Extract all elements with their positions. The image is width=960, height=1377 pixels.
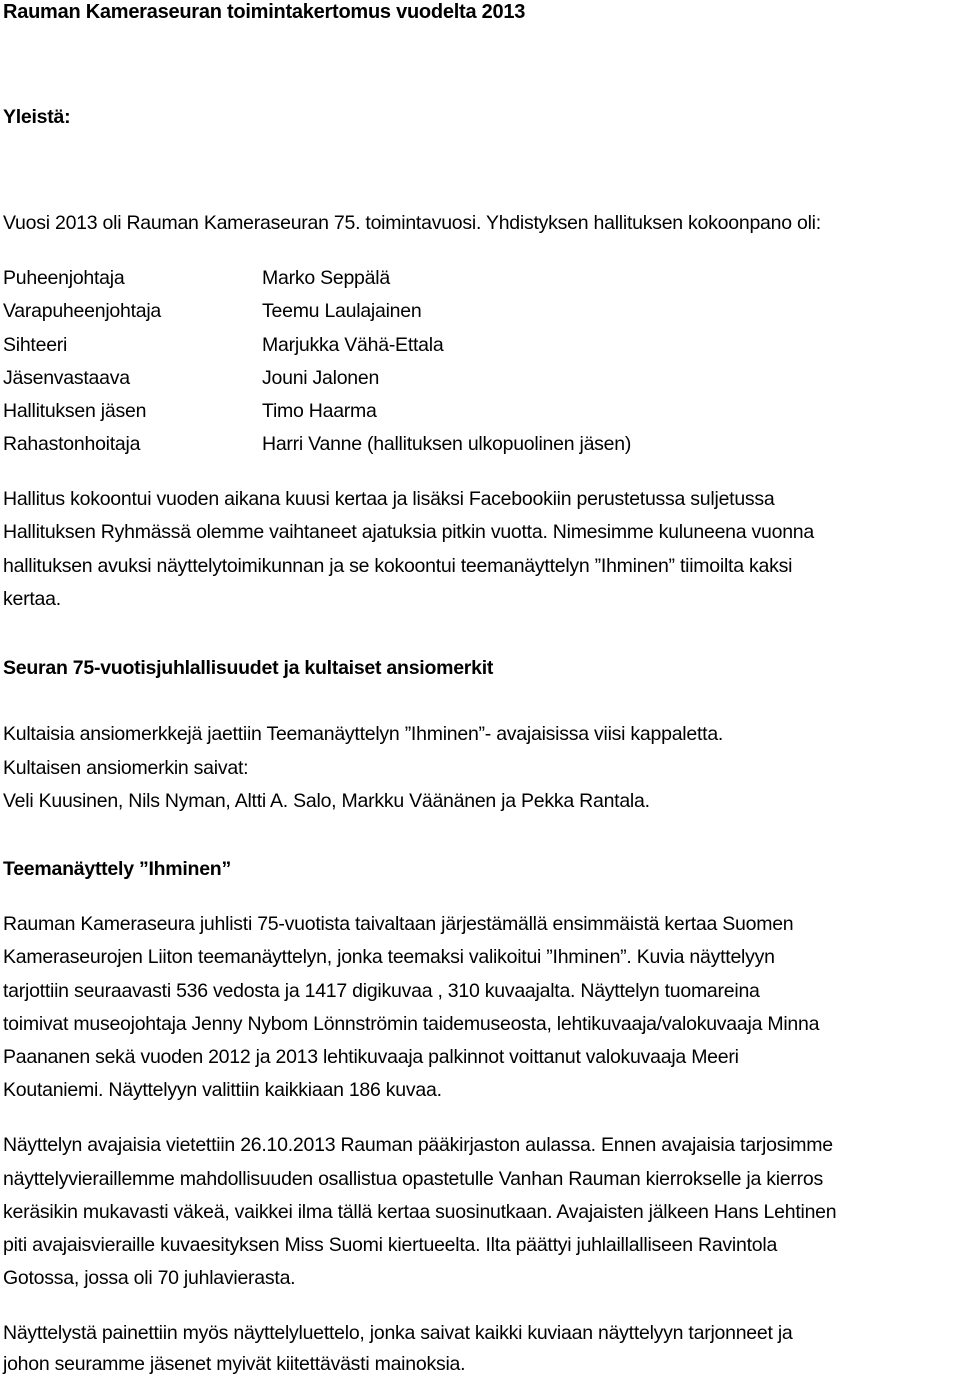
- paragraph-line: Kameraseurojen Liiton teemanäyttelyn, jonka teemaksi valikoitui ”Ihminen”. Kuvia näyttelyyn: [3, 946, 775, 968]
- board-person: Marko Seppälä: [262, 267, 390, 289]
- paragraph-line: Näyttelystä painettiin myös näyttelyluettelo, jonka saivat kaikki kuviaan näyttelyyn tarjonneet ja: [3, 1322, 793, 1344]
- intro-paragraph: Vuosi 2013 oli Rauman Kameraseuran 75. toimintavuosi. Yhdistyksen hallituksen kokoonpano oli:: [3, 212, 821, 234]
- paragraph-line: kertaa.: [3, 588, 61, 610]
- paragraph-line: näyttelyvieraillemme mahdollisuuden osallistua opastetulle Vanhan Rauman kierrokselle ja kierros: [3, 1168, 823, 1190]
- section-heading-anniversary: Seuran 75-vuotisjuhlallisuudet ja kultaiset ansiomerkit: [3, 657, 494, 679]
- board-role: Jäsenvastaava: [3, 367, 130, 389]
- paragraph-line: piti avajaisvieraille kuvaesityksen Miss Suomi kiertueelta. Ilta päättyi juhlaillalliseen Ravintola: [3, 1234, 778, 1256]
- paragraph-line: Koutaniemi. Näyttelyyn valittiin kaikkiaan 186 kuvaa.: [3, 1079, 442, 1101]
- paragraph-line: tarjottiin seuraavasti 536 vedosta ja 1417 digikuvaa , 310 kuvaajalta. Näyttelyn tuomareina: [3, 980, 760, 1002]
- board-role: Varapuheenjohtaja: [3, 300, 162, 322]
- paragraph-line: Gotossa, jossa oli 70 juhlavierasta.: [3, 1267, 296, 1289]
- board-person: Teemu Laulajainen: [262, 300, 422, 322]
- document-title: Rauman Kameraseuran toimintakertomus vuodelta 2013: [3, 1, 526, 23]
- board-role: Hallituksen jäsen: [3, 400, 147, 422]
- paragraph-line: toimivat museojohtaja Jenny Nybom Lönnströmin taidemuseosta, lehtikuvaaja/valokuvaaja Minna: [3, 1013, 820, 1035]
- paragraph-line: Paananen sekä vuoden 2012 ja 2013 lehtikuvaaja palkinnot voittanut valokuvaaja Meeri: [3, 1046, 739, 1068]
- paragraph-line: keräsikin mukavasti väkeä, vaikkei ilma tällä kertaa suosinutkaan. Avajaisten jälkeen Hans Lehtinen: [3, 1201, 837, 1223]
- paragraph-line: Hallitus kokoontui vuoden aikana kuusi kertaa ja lisäksi Facebookiin perustetussa suljetussa: [3, 488, 775, 510]
- paragraph-line: Kultaisen ansiomerkin saivat:: [3, 757, 249, 779]
- paragraph-line: hallituksen avuksi näyttelytoimikunnan ja se kokoontui teemanäyttelyn ”Ihminen” tiimoilta kaksi: [3, 555, 793, 577]
- general-heading: Yleistä:: [3, 106, 71, 128]
- board-person: Marjukka Vähä-Ettala: [262, 334, 444, 356]
- board-person: Timo Haarma: [262, 400, 377, 422]
- paragraph-line: Näyttelyn avajaisia vietettiin 26.10.2013 Rauman pääkirjaston aulassa. Ennen avajaisia tarjosimme: [3, 1134, 833, 1156]
- board-role: Rahastonhoitaja: [3, 433, 141, 455]
- paragraph-line: johon seuramme jäsenet myivät kiitettävästi mainoksia.: [3, 1353, 466, 1375]
- board-person: Harri Vanne (hallituksen ulkopuolinen jäsen): [262, 433, 632, 455]
- paragraph-line: Kultaisia ansiomerkkejä jaettiin Teemanäyttelyn ”Ihminen”- avajaisissa viisi kappaletta.: [3, 723, 724, 745]
- paragraph-line: Rauman Kameraseura juhlisti 75-vuotista taivaltaan järjestämällä ensimmäistä kertaa Suomen: [3, 913, 794, 935]
- paragraph-line: Veli Kuusinen, Nils Nyman, Altti A. Salo, Markku Väänänen ja Pekka Rantala.: [3, 790, 650, 812]
- board-role: Sihteeri: [3, 334, 68, 356]
- board-role: Puheenjohtaja: [3, 267, 125, 289]
- paragraph-line: Hallituksen Ryhmässä olemme vaihtaneet ajatuksia pitkin vuotta. Nimesimme kuluneena vuonna: [3, 521, 815, 543]
- board-person: Jouni Jalonen: [262, 367, 380, 389]
- section-heading-exhibition: Teemanäyttely ”Ihminen”: [3, 858, 231, 880]
